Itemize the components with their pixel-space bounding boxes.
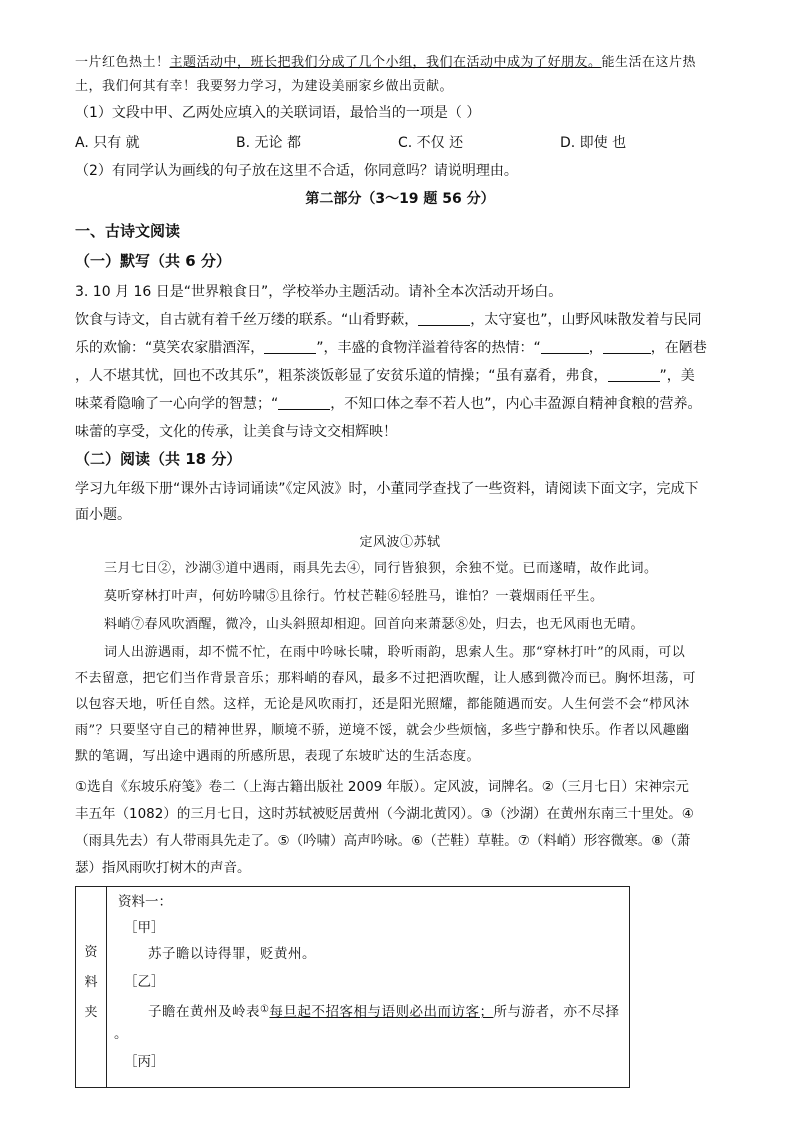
annotation-line: （雨具先去）有人带雨具先走了。⑤（吟啸）高声吟咏。⑥（芒鞋）草鞋。⑦（料峭）形容微寒。⑧（萧 — [75, 833, 691, 849]
option-b[interactable]: B. 无论 都 — [236, 135, 301, 151]
question-3-line-2 — [75, 309, 725, 331]
subsection-1-heading: （一）默写（共 6 分） — [75, 252, 231, 270]
yi-text: 所与游者，亦不尽择 — [493, 1004, 620, 1020]
fill-blank[interactable] — [541, 337, 589, 354]
q3-text: 味菜肴隐喻了一心向学的智慧；“ — [75, 396, 279, 412]
footnote-marker: ① — [260, 1004, 270, 1015]
text-yi-end: 。 — [114, 1026, 128, 1042]
analysis-line: 雨”？只要坚守自己的精神世界，顺境不骄，逆境不馁，就会少些烦恼，多些宁静和快乐。作者以风趣幽 — [75, 723, 690, 738]
text-yi — [148, 999, 619, 1023]
poem-preface: 三月七日②，沙湖③道中遇雨，雨具先去④，同行皆狼狈，余独不觉。已而遂晴，故作此词。 — [104, 561, 658, 576]
material-table — [75, 886, 630, 1088]
q3-text: 乐的欢愉：“莫笑农家腊酒浑， — [75, 340, 265, 356]
passage-line-2: 土，我们何其有幸！我要努力学习，为建设美丽家乡做出贡献。 — [75, 79, 454, 94]
underlined-sentence: 每旦起不招客相与语则必出而访客； — [269, 1004, 494, 1020]
q3-text: ，人不堪其忧，回也不改其乐”，粗茶淡饭彰显了安贫乐道的情操；“虽有嘉肴，弗食， — [75, 368, 608, 384]
question-3-line-6: 味蕾的享受，文化的传承，让美食与诗文交相辉映！ — [75, 424, 397, 440]
side-label-char: 夹 — [84, 1005, 98, 1020]
poem-line-2: 料峭⑦春风吹酒醒，微冷，山头斜照却相迎。回首向来萧瑟⑧处，归去，也无风雨也无晴。 — [104, 617, 645, 632]
analysis-line: 以包容天地，听任自然。这样，无论是风吹雨打，还是阳光照耀，都能随遇而安。人生何尝不会“栉风沐 — [75, 697, 690, 712]
question-3-line-1: 3. 10 月 16 日是“世界粮食日”，学校举办主题活动。请补全本次活动开场白。 — [75, 284, 563, 300]
analysis-line: 词人出游遇雨，却不慌不忙，在雨中吟咏长啸，聆听雨韵，思索人生。那“穿林打叶”的风雨，可以 — [104, 645, 686, 660]
label-bing: ［丙］ — [124, 1054, 165, 1070]
fill-blank[interactable] — [418, 309, 470, 326]
question-3-line-3 — [75, 337, 725, 359]
poem-title: 定风波①苏轼 — [359, 535, 441, 550]
yi-text: 子瞻在黄州及岭表 — [148, 1004, 260, 1020]
q3-text: ”，丰盛的食物洋溢着待客的热情：“ — [316, 340, 541, 356]
part-2-title: 第二部分（3～19 题 56 分） — [305, 191, 495, 207]
option-c[interactable]: C. 不仅 还 — [398, 135, 464, 151]
question-2-stem: （2）有同学认为画线的句子放在这里不合适，你同意吗？请说明理由。 — [75, 163, 518, 179]
poem-line-1: 莫听穿林打叶声，何妨吟啸⑤且徐行。竹杖芒鞋⑥轻胜马，谁怕？一蓑烟雨任平生。 — [104, 589, 604, 604]
question-3-line-4 — [75, 365, 725, 387]
material-heading: 资料一： — [118, 894, 172, 910]
label-yi: ［乙］ — [124, 974, 165, 990]
q3-text: ， — [588, 340, 603, 356]
underlined-sentence: 主题活动中，班长把我们分成了几个小组，我们在活动中成为了好朋友。 — [169, 55, 602, 70]
side-label-char: 料 — [84, 975, 98, 990]
option-a[interactable]: A. 只有 就 — [75, 135, 140, 151]
fill-blank[interactable] — [603, 337, 651, 354]
text-jia: 苏子瞻以诗得罪，贬黄州。 — [148, 946, 316, 962]
label-jia: ［甲］ — [124, 920, 165, 936]
annotation-line: 丰五年（1082）的三月七日，这时苏轼被贬居黄州（今湖北黄冈）。③（沙湖）在黄州东南三十里处。④ — [75, 806, 694, 822]
fill-blank[interactable] — [278, 393, 330, 410]
fill-blank[interactable] — [608, 365, 660, 382]
section-1-heading: 一、古诗文阅读 — [75, 222, 181, 240]
q3-text: ，太守宴也”，山野风味散发着与民同 — [470, 312, 702, 328]
q3-text: ，在陋巷 — [650, 340, 707, 356]
intro-line-1: 学习九年级下册“课外古诗词诵读”《定风波》时，小董同学查找了一些资料，请阅读下面文字，完成下 — [75, 481, 699, 497]
subsection-2-heading: （二）阅读（共 18 分） — [75, 450, 242, 468]
table-divider — [106, 887, 107, 1087]
fill-blank[interactable] — [264, 337, 316, 354]
analysis-line: 不去留意，把它们当作背景音乐；那料峭的春风，最多不过把酒吹醒，让人感到微冷而已。胸怀坦荡，可 — [75, 671, 697, 686]
option-d[interactable]: D. 即使 也 — [560, 135, 627, 151]
analysis-line: 默的笔调，写出途中遇雨的所感所思，表现了东坡旷达的生活态度。 — [75, 749, 481, 764]
passage-text: 能生活在这片热 — [601, 55, 697, 70]
question-1-stem: （1）文段中甲、乙两处应填入的关联词语，最恰当的一项是（ ） — [75, 105, 481, 121]
passage-text: 一片红色热土！ — [75, 55, 170, 70]
q3-text: 饮食与诗文，自古就有着千丝万缕的联系。“山肴野蔌， — [75, 312, 419, 328]
q3-text: ”，美 — [659, 368, 695, 384]
annotation-line: ①选自《东坡乐府笺》卷二（上海古籍出版社 2009 年版）。定风波，词牌名。②（三月七日）宋神宗元 — [75, 779, 689, 795]
question-3-line-5 — [75, 393, 725, 415]
q3-text: ，不知口体之奉不若人也”，内心丰盈源自精神食粮的营养。 — [330, 396, 702, 412]
passage-line-1 — [75, 52, 725, 74]
intro-line-2: 面小题。 — [75, 507, 131, 523]
annotation-line: 瑟）指风雨吹打树木的声音。 — [75, 860, 251, 876]
side-label-char: 资 — [84, 945, 98, 960]
